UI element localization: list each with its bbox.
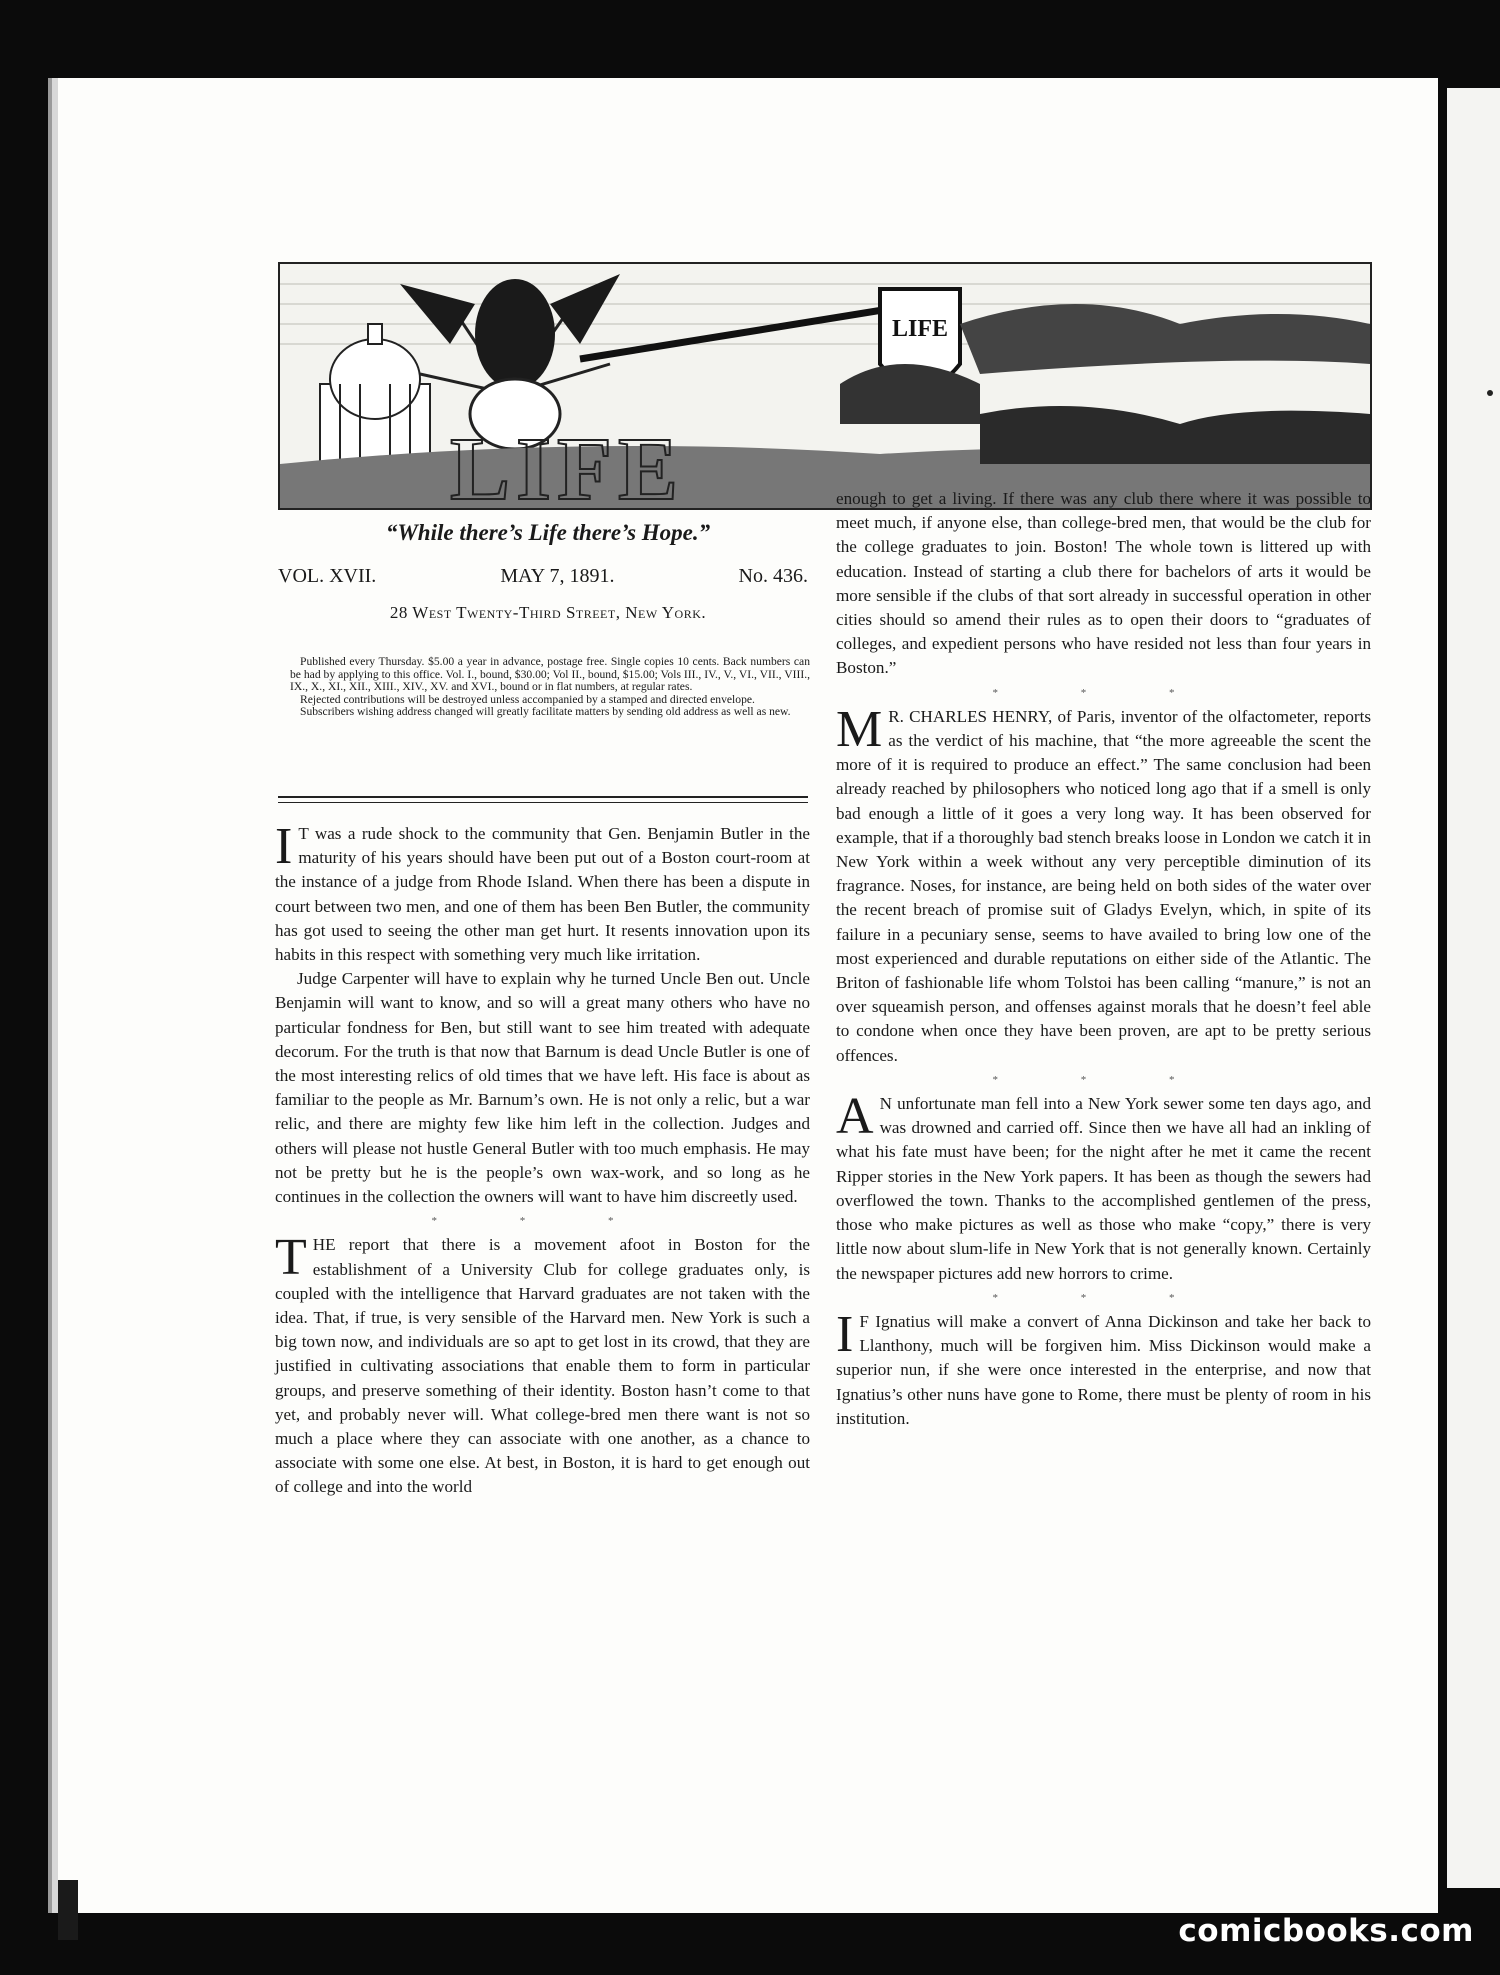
address-change-notice: Subscribers wishing address changed will greatly facilitate matters by sending old address as well as new. — [300, 705, 791, 719]
svg-text:LIFE: LIFE — [892, 316, 949, 342]
masthead-engraving — [280, 264, 1370, 508]
issue-line — [278, 565, 808, 588]
life-logo: LIFE — [450, 420, 685, 519]
right-column — [836, 487, 1371, 1431]
article-butler-p1: I T was a rude shock to the community that Gen. Benjamin Butler in the maturity of his years should have been put out of a Boston court-room at the instance of a judge from Rhode Island. When there has been a dispute in court between two men, and one of them has been Ben Butler, the community has got used to seeing the other man get hurt. It resents innovation upon its habits in this respect with something very much like irritation. — [275, 818, 810, 965]
subscription-terms: Published every Thursday. $5.00 a year in advance, postage free. Single copies 10 cents. Back numbers can be had by applying to this office. Vol. I., bound, $30.00; Vol II., bound, $15.00; Vols III., IV., V., VI., VII., VIII., IX., X., XI., XII., XIII., XIV., XV. and XVI., bound or in flat numbers, at regular rates. — [290, 655, 810, 694]
section-separator: * * * — [992, 686, 1215, 699]
section-separator: * * * — [992, 1291, 1215, 1304]
drop-cap: I — [275, 818, 293, 875]
contribution-notice: Rejected contributions will be destroyed unless accompanied by a stamped and directed envelope. — [300, 692, 755, 706]
drop-cap: M — [836, 700, 883, 758]
volume: VOL. XVII. — [278, 565, 377, 587]
section-separator: * * * — [431, 1215, 654, 1228]
office-address: 28 West Twenty-Third Street, New York. — [389, 603, 707, 622]
masthead-illustration — [278, 262, 1372, 510]
article-sewer-p1: A N unfortunate man fell into a New York sewer some ten days ago, and was drowned and carried off. Since then we have all had an inkling of what his fate must have been; for the night after he met it came the recent Ripper stories in the New York papers. It has been as though the sewers had overflowed the town. Thanks to the accomplished gentlemen of the press, those who make pictures as well as those who make “copy,” there is very little now about slum-life in New York that is not generally known. Certainly the newspaper pictures add new horrors to crime. — [836, 1088, 1371, 1283]
article-ignatius-p1: I F Ignatius will make a convert of Anna Dickinson and take her back to Llanthony, much will be forgiven him. Miss Dickinson would make a superior nun, if she were once interested in the enterprise, and now that Ignatius’s other nuns have gone to Rome, there must be plenty of room in his institution. — [836, 1305, 1371, 1428]
article-henry-p1: M R. CHARLES HENRY, of Paris, inventor of the olfactometer, reports as the verdict of his machine, that “the more agreeable the scent the more of it is required to produce an effect.” The same conclusion had been already reached by philosophers who noticed long ago that if a smell is only bad enough a little of it goes a very long way. It has been observed for example, that if a thoroughly bad stench breaks loose in London we catch it in New York within a week without any very perceptible diminution of its fragrance. Noses, for instance, are being held on both sides of the water over the recent breach of promise suit of Gladys Evelyn, which, in spite of its failure in a pecuniary sense, seems to have availed to bring low one of the most experienced and durable reputations on either side of the Atlantic. The Briton of fashionable life whom Tolstoi has been calling “manure,” is not an over squeamish person, and offenses against morals that he doesn’t feel able to condone when once they have been proven, are apt to be pretty serious offences. — [836, 700, 1371, 1065]
issue-date: MAY 7, 1891. — [500, 565, 615, 587]
motto: “While there’s Life there’s Hope.” — [385, 520, 711, 545]
article-harvard-p1: THE report that there is a movement afoot in Boston for the establishment of a University Club for college graduates only, is coupled with the intelligence that Harvard graduates are not taken with the idea. That, if true, is very sensible of the Harvard men. New York is such a big town now, and individuals are so apt to get lost in its crowd, that they are justified in cultivating associations that enable them to form in particular groups, and preserve something of their identity. Boston hasn’t come to that yet, and probably never will. What college-bred men there want is not so much a place where they can associate with one another, as a chance to associate with some one else. At best, in Boston, it is hard to get enough out of college and into the world — [275, 1229, 810, 1497]
drop-cap: I — [836, 1305, 854, 1363]
watermark: comicbooks.com — [1178, 1913, 1474, 1949]
publication-info — [290, 656, 810, 719]
divider-rule — [278, 796, 808, 798]
article-butler-p2: Judge Carpenter will have to explain why he turned Uncle Ben out. Uncle Benjamin will want to know, and so will a great many others who have no particular fondness for Ben, but still want to see him treated with adequate decorum. For the truth is that now that Barnum is dead Uncle Butler is one of the most interesting relics of old times that we have left. His face is about as familiar to the people as Mr. Barnum’s own. He is not only a relic, but a war relic, and there are mighty few like him left in the collection. Judges and others will please not hustle General Butler with too much emphasis. He may not be pretty but he is the people’s own wax-work, and so long as he continues in the collection the owners will want to have him discreetly used. — [275, 969, 810, 1207]
next-page-edge — [1447, 88, 1500, 1888]
page-speck — [1487, 390, 1493, 396]
drop-cap: A — [836, 1088, 874, 1146]
scan-mark — [58, 1880, 78, 1940]
drop-cap: T — [275, 1229, 307, 1287]
issue-number: No. 436. — [738, 565, 808, 587]
section-separator: * * * — [992, 1073, 1215, 1086]
article-harvard-continued: enough to get a living. If there was any club there where it was possible to meet much, if anyone else, than college-bred men, that would be the club for the college graduates to join. Boston! The whole town is littered up with education. Instead of starting a club there for bachelors of arts it would be more sensible if the clubs of that sort already in successful operation in other cities should so amend their rules as to open their doors to “graduates of colleges, and expedient persons who have resided not less than four years in Boston.” — [836, 489, 1371, 678]
left-column — [275, 818, 810, 1500]
divider-rule — [278, 802, 808, 803]
